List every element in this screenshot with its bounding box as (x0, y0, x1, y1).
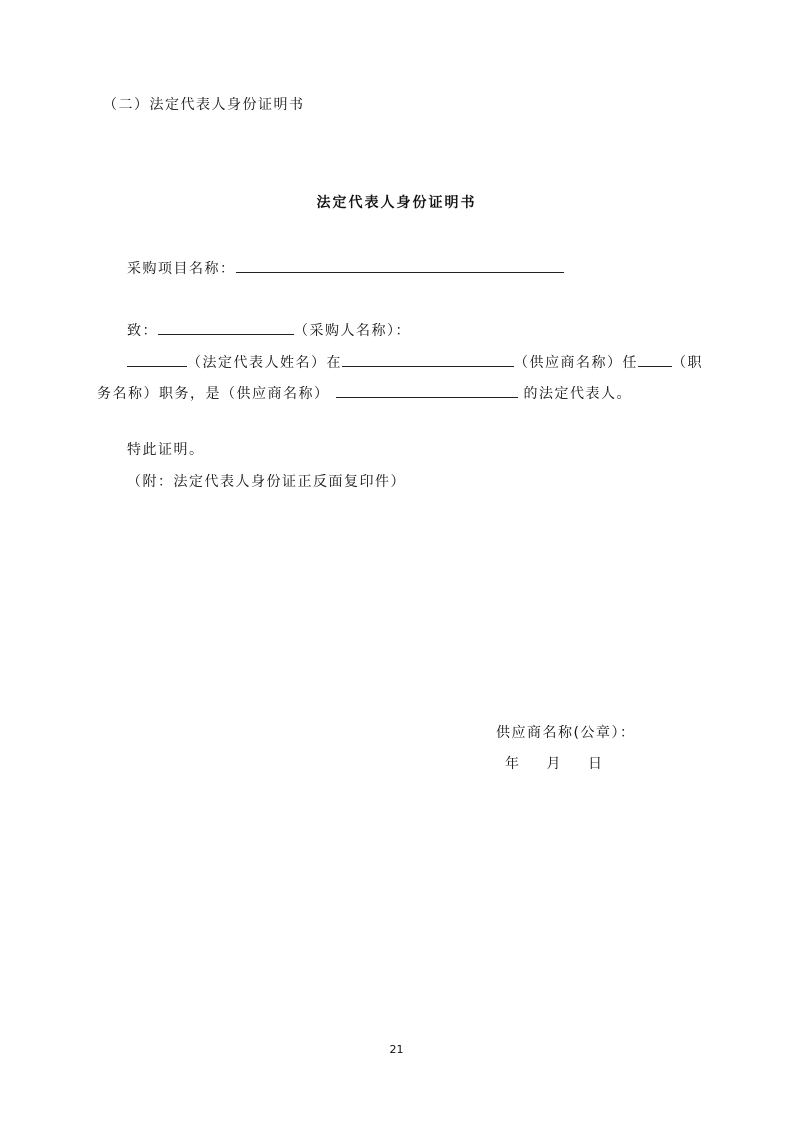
supplier-name-blank-1[interactable] (342, 352, 514, 367)
date-month: 月 (546, 756, 562, 772)
attachment-note: （附：法定代表人身份证正反面复印件） (127, 474, 406, 490)
supplier-seal-label: 供应商名称(公章）： (496, 725, 636, 741)
body-line-1 (127, 352, 703, 372)
page-number: 21 (389, 1043, 404, 1056)
addressee-label: 致： (127, 323, 158, 339)
project-name-line (127, 258, 564, 278)
legal-rep-suffix: 的法定代表人。 (517, 386, 632, 402)
document-title: 法定代表人身份证明书 (316, 195, 477, 211)
legal-rep-name-blank[interactable] (127, 352, 187, 367)
date-line (505, 755, 604, 773)
position-blank[interactable] (638, 352, 672, 367)
project-name-blank[interactable] (236, 258, 564, 273)
legal-rep-name-label: （法定代表人姓名）在 (187, 355, 342, 371)
date-year: 年 (505, 756, 521, 772)
supplier-name-ren-label: （供应商名称）任 (514, 355, 638, 371)
project-name-label: 采购项目名称： (127, 261, 236, 277)
purchaser-name-blank[interactable] (158, 320, 294, 335)
section-heading: （二）法定代表人身份证明书 (103, 97, 305, 113)
addressee-line (127, 320, 411, 340)
certify-statement: 特此证明。 (127, 442, 205, 458)
supplier-name-blank-2[interactable] (336, 383, 518, 398)
position-open-label: （职 (672, 355, 703, 371)
position-close-label: 务名称）职务，是（供应商名称） (97, 386, 330, 402)
body-line-2 (97, 383, 632, 403)
date-day: 日 (588, 756, 604, 772)
purchaser-name-label: （采购人名称）： (294, 323, 411, 339)
